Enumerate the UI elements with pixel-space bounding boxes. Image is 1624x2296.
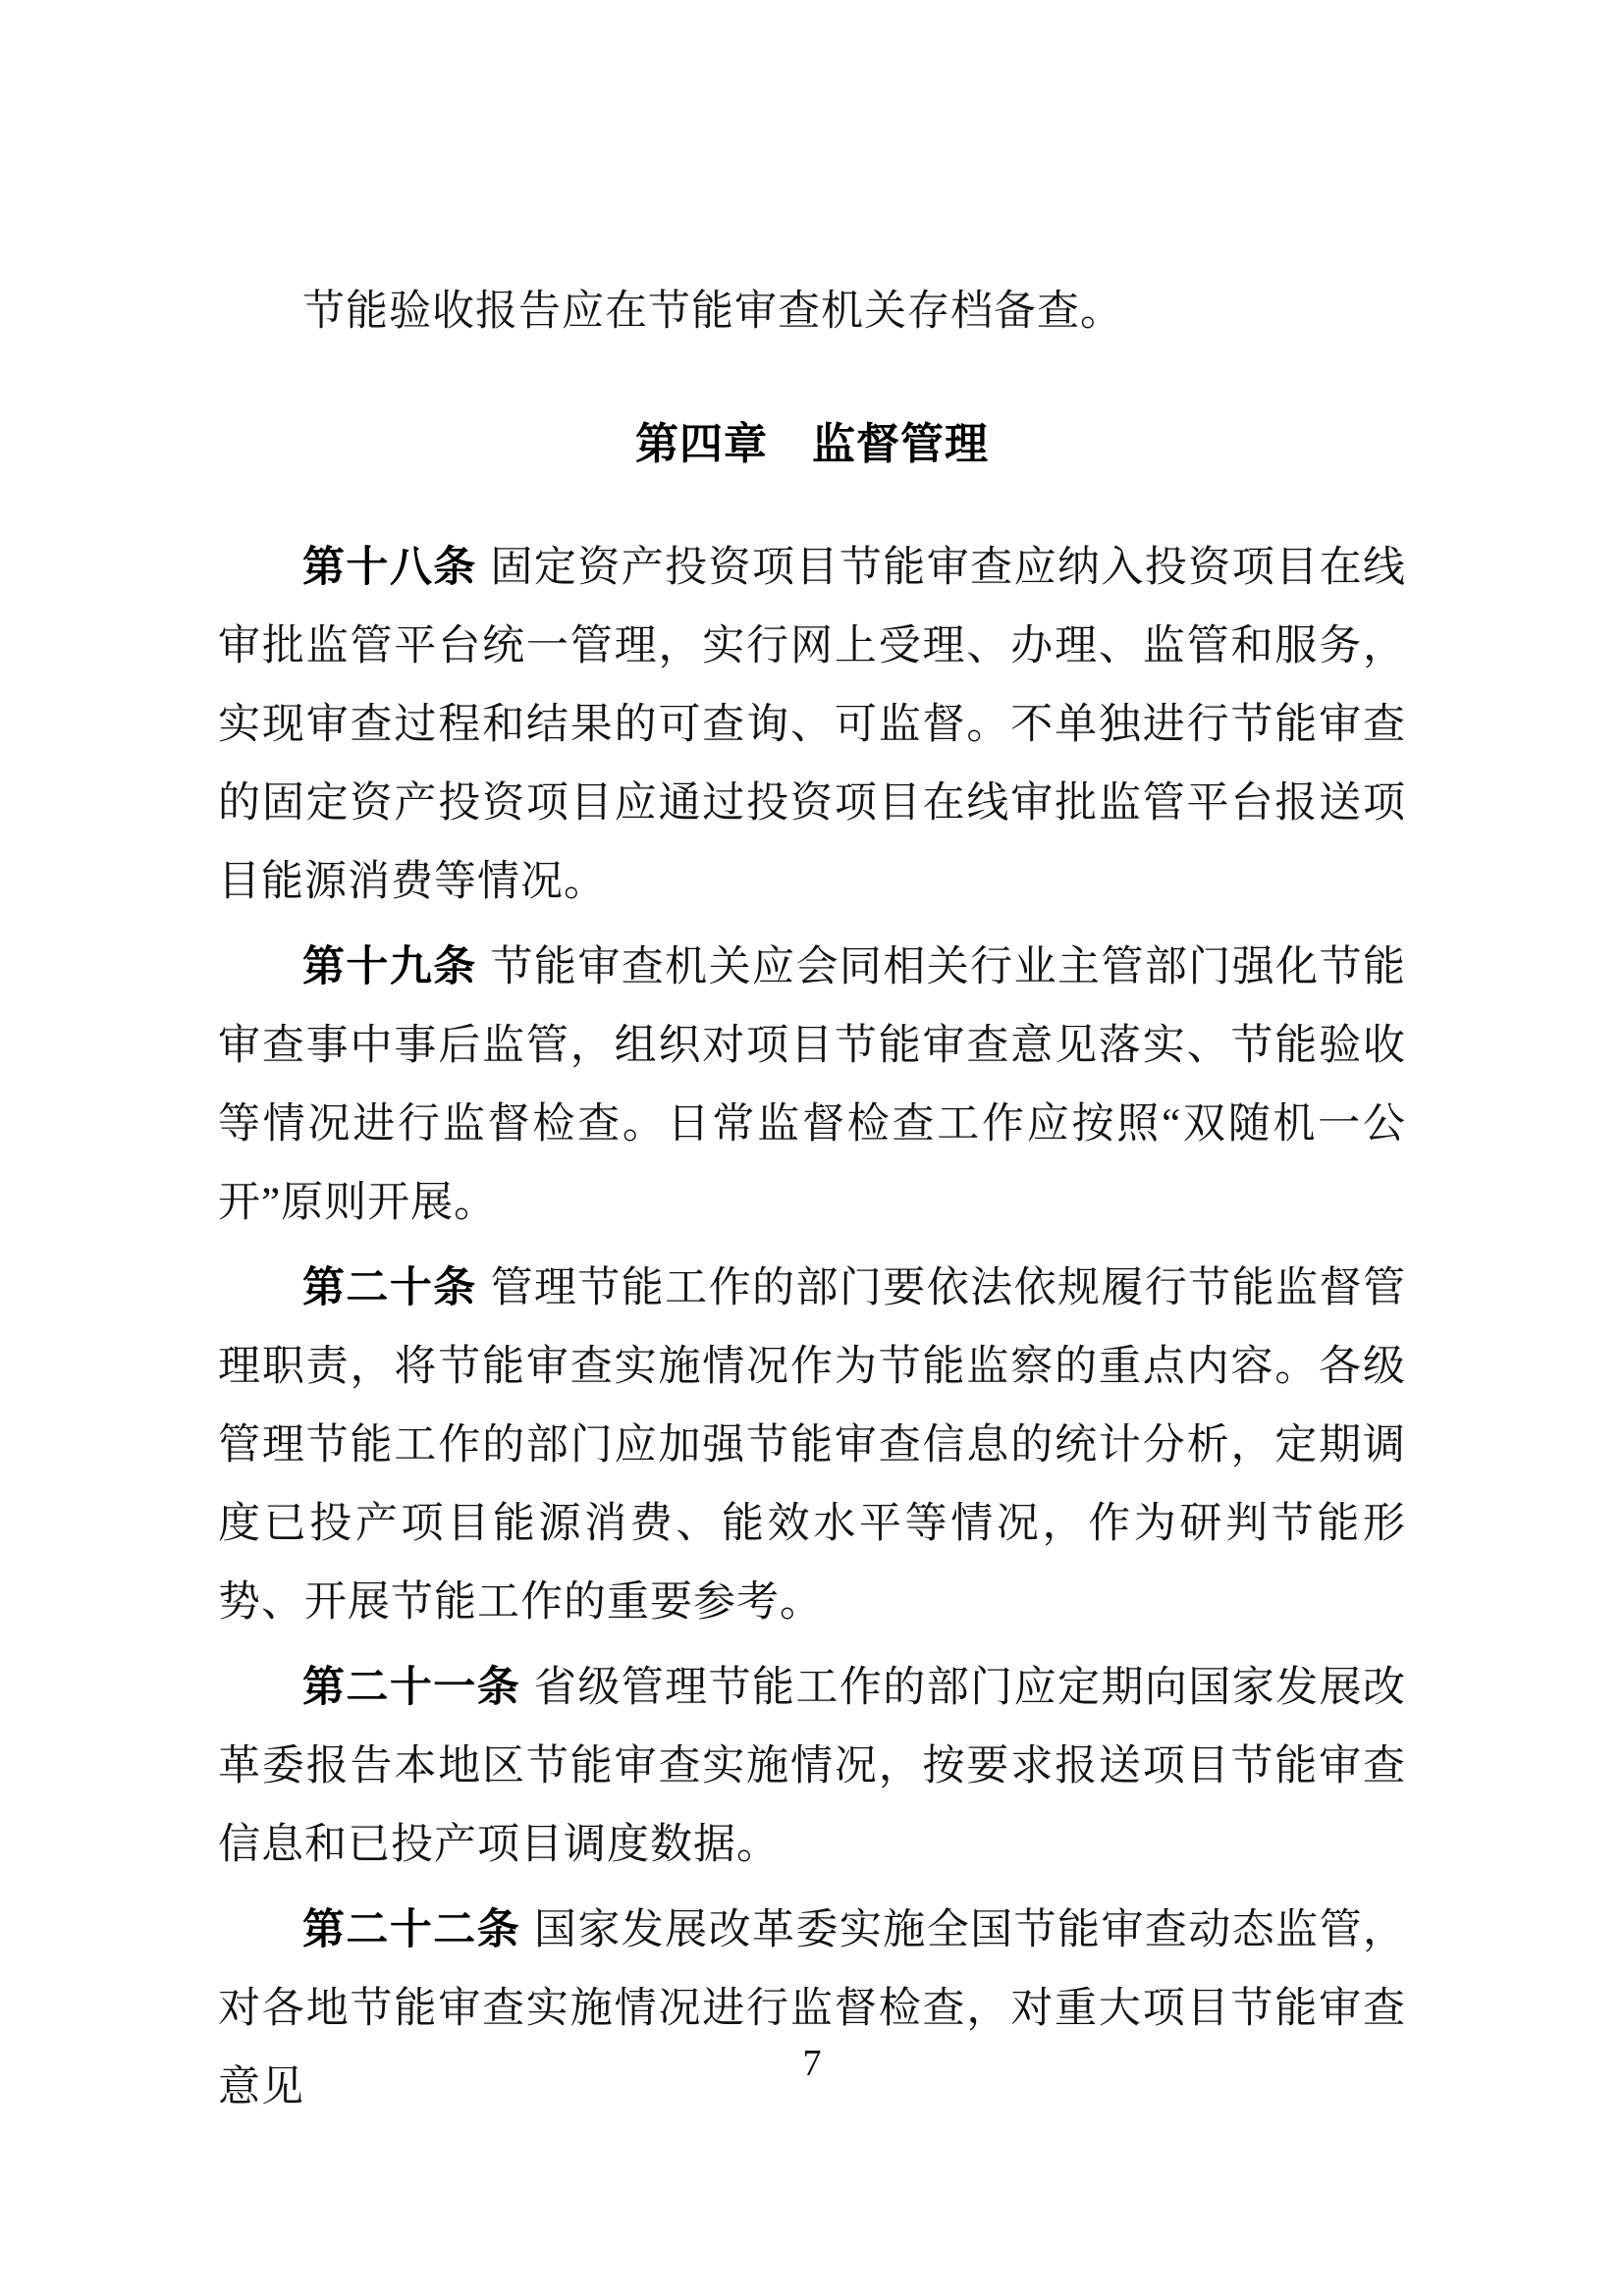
- article-22-label: 第二十二条: [302, 1906, 521, 1953]
- article-21: [218, 1648, 1406, 1885]
- article-22: [218, 1891, 1406, 2127]
- article-18: [218, 528, 1406, 922]
- article-21-text: 省级管理节能工作的部门应定期向国家发展改革委报告本地区节能审查实施情况，按要求报送项目节能审查信息和已投产项目调度数据。: [218, 1665, 1407, 1868]
- chapter-heading: 第四章 监督管理: [635, 420, 989, 468]
- article-22-text: 国家发展改革委实施全国节能审查动态监管，对各地节能审查实施情况进行监督检查，对重大项目节能审查意见: [218, 1907, 1407, 2110]
- document-content: [218, 273, 1406, 2133]
- article-19-label: 第十九条: [302, 943, 477, 990]
- article-19: [218, 928, 1406, 1243]
- article-18-label: 第十八条: [302, 544, 477, 591]
- article-20-label: 第二十条: [302, 1264, 477, 1311]
- intro-paragraph: 节能验收报告应在节能审查机关存档备查。: [302, 289, 1123, 335]
- page-number: 7: [802, 2043, 822, 2084]
- article-20-text: 管理节能工作的部门要依法依规履行节能监督管理职责，将节能审查实施情况作为节能监察的重点内容。各级管理节能工作的部门应加强节能审查信息的统计分析，定期调度已投产项目能源消费、能效水平等情况，作为研判节能形势、开展节能工作的重要参考。: [218, 1265, 1407, 1626]
- article-18-text: 固定资产投资项目节能审查应纳入投资项目在线审批监管平台统一管理，实行网上受理、办理、监管和服务，实现审查过程和结果的可查询、可监督。不单独进行节能审查的固定资产投资项目应通过投资项目在线审批监管平台报送项目能源消费等情况。: [218, 545, 1407, 905]
- article-19-text: 节能审查机关应会同相关行业主管部门强化节能审查事中事后监管，组织对项目节能审查意见落实、节能验收等情况进行监督检查。日常监督检查工作应按照“双随机一公开”原则开展。: [218, 944, 1407, 1226]
- article-21-label: 第二十一条: [302, 1664, 521, 1711]
- article-20: [218, 1249, 1406, 1642]
